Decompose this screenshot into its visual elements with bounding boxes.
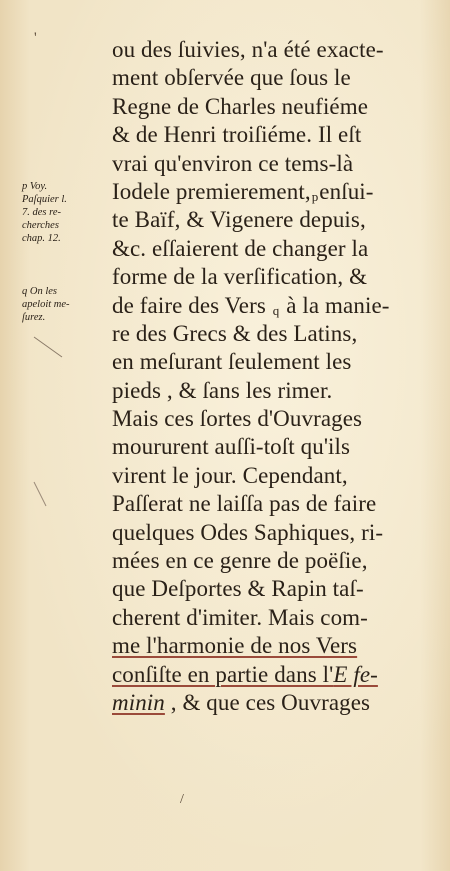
text-line: mées en ce genre de poëſie, <box>112 548 368 574</box>
footnote-marker-p: p <box>311 188 319 204</box>
margin-note-p <box>22 180 104 245</box>
note-line: apeloit me- <box>22 299 70 310</box>
text-line: te Baïf, & Vigenere depuis, <box>112 207 366 233</box>
note-line: cherches <box>22 220 59 231</box>
text-segment: , & que ces Ouvrages <box>170 689 371 715</box>
text-line <box>112 178 430 206</box>
italic-segment: minin <box>112 689 165 715</box>
text-line: Mais ces ſortes d'Ouvrages <box>112 406 363 432</box>
text-line <box>112 661 430 689</box>
margin-note-q <box>22 285 104 324</box>
text-line <box>112 292 430 320</box>
note-line: q On les <box>22 286 57 297</box>
corner-mark: ' <box>34 30 37 46</box>
note-line: Paſquier l. <box>22 194 67 205</box>
text-segment: conſiſte en partie dans l' <box>112 661 334 687</box>
note-line: ſurez. <box>22 312 46 323</box>
text-line: virent le jour. Cependant, <box>112 462 348 488</box>
text-line: en meſurant ſeulement les <box>112 349 352 375</box>
text-segment: à la manie- <box>286 292 390 318</box>
text-line: que Deſportes & Rapin taſ- <box>112 576 364 602</box>
text-segment: enſui- <box>319 178 374 204</box>
pencil-mark <box>30 480 52 510</box>
text-segment: Iodele premierement, <box>112 178 311 204</box>
text-line: me l'harmonie de nos Vers <box>112 633 358 659</box>
italic-segment: E fe- <box>333 661 378 687</box>
footnote-marker-q: q <box>272 302 280 318</box>
text-line: cherent d'imiter. Mais com- <box>112 604 368 630</box>
stray-mark: / <box>180 792 184 807</box>
text-line <box>112 689 430 717</box>
text-line: &c. eſſaierent de changer la <box>112 235 369 261</box>
text-line: re des Grecs & des Latins, <box>112 320 358 346</box>
body-text <box>112 36 430 717</box>
text-segment: de faire des Vers <box>112 292 266 318</box>
note-line: chap. 12. <box>22 233 61 244</box>
text-line: Paſſerat ne laiſſa pas de faire <box>112 491 377 517</box>
text-line: ment obſervée que ſous le <box>112 65 351 91</box>
text-line: quelques Odes Saphiques, ri- <box>112 519 384 545</box>
text-line: forme de la verſification, & <box>112 264 368 290</box>
pencil-mark <box>32 335 68 361</box>
text-line: pieds , & ſans les rimer. <box>112 377 333 403</box>
text-line: & de Henri troiſiéme. Il eſt <box>112 122 362 148</box>
text-line: moururent auſſi-toſt qu'ils <box>112 434 351 460</box>
text-line: ou des ſuivies, n'a été exacte- <box>112 37 384 62</box>
text-line: Regne de Charles neufiéme <box>112 93 369 119</box>
note-line: p Voy. <box>22 181 48 192</box>
text-line: vrai qu'environ ce tems-là <box>112 150 354 176</box>
note-line: 7. des re- <box>22 207 61 218</box>
